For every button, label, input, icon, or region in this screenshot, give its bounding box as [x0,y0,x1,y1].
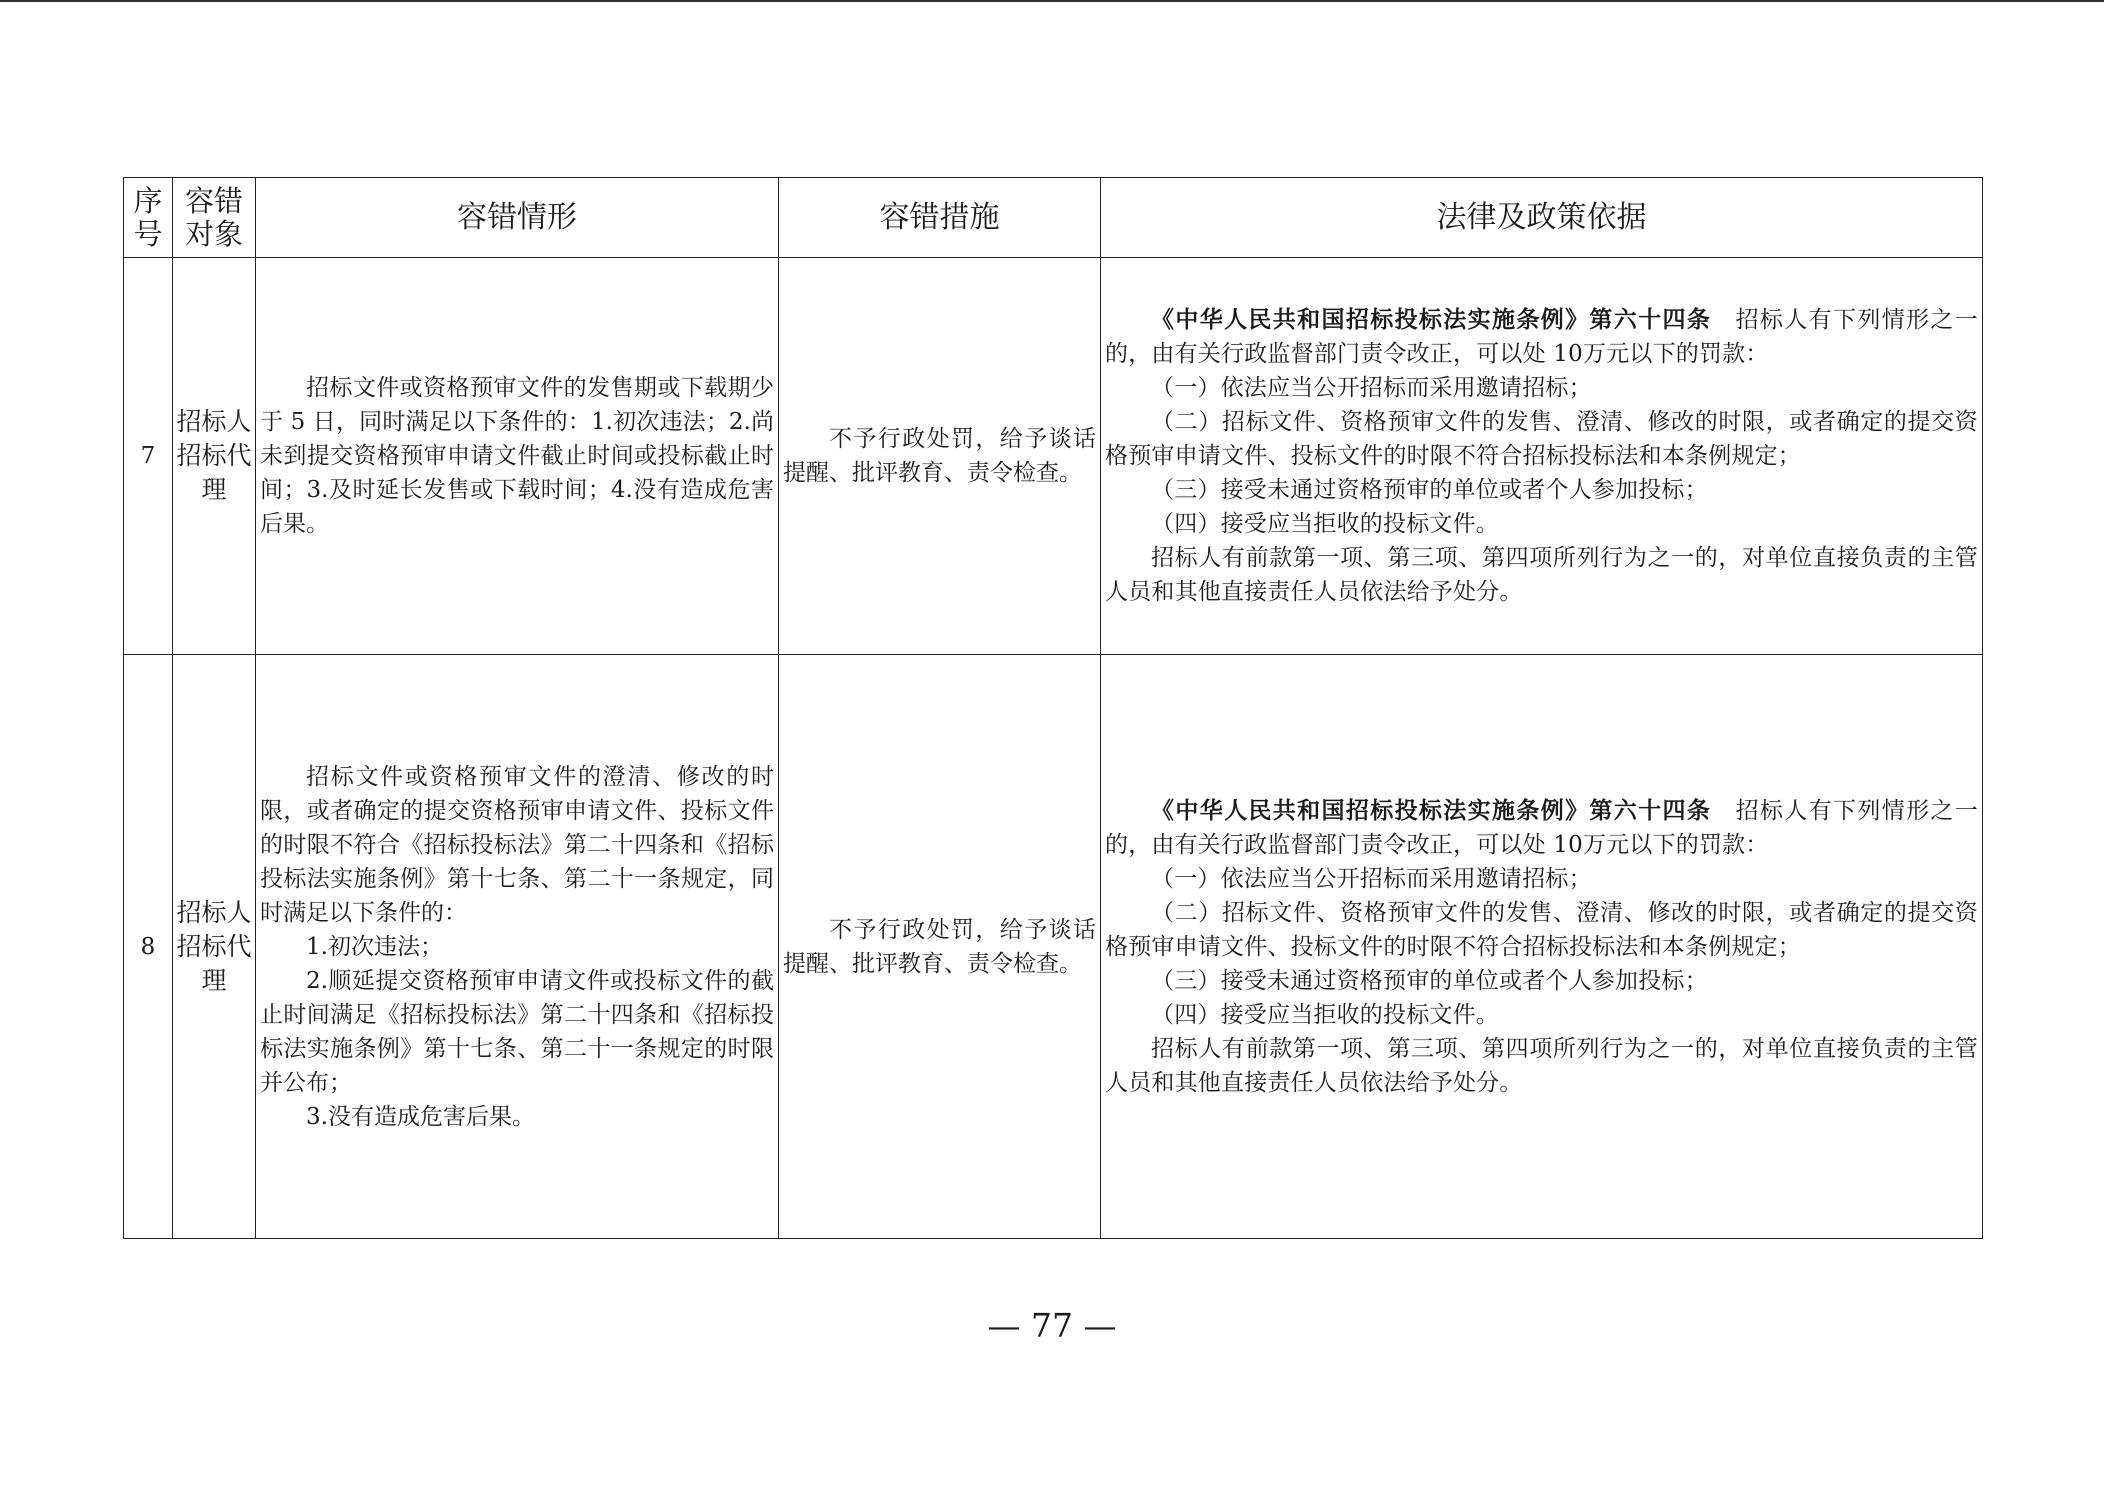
row-case [256,258,779,655]
measure-text: 不予行政处罚，给予谈话提醒、批评教育、责令检查。 [783,426,1096,486]
case-paragraph: 2.顺延提交资格预审申请文件或投标文件的截止时间满足《招标投标法》第二十四条和《招标投标法实施条例》第十七条、第二十一条规定的时限并公布； [260,967,774,1096]
case-paragraph: 招标文件或资格预审文件的发售期或下载期少于 5 日，同时满足以下条件的：1.初次违法；2.尚未到提交资格预审申请文件截止时间或投标截止时间；3.及时延长发售或下载时间；4.没有造成危害后果。 [260,375,774,537]
law-item: 招标人有前款第一项、第三项、第四项所列行为之一的，对单位直接负责的主管人员和其他直接责任人员依法给予处分。 [1105,1035,1978,1096]
table-row [124,655,1983,1239]
row-measure [779,258,1101,655]
fault-tolerance-table [123,177,1983,1239]
row-law [1101,655,1983,1239]
case-paragraph: 1.初次违法； [306,933,443,960]
law-title: 《中华人民共和国招标投标法实施条例》第六十四条 [1151,307,1712,333]
top-border-line [0,0,2104,2]
law-item: 招标人有前款第一项、第三项、第四项所列行为之一的，对单位直接负责的主管人员和其他直接责任人员依法给予处分。 [1105,545,1978,605]
case-paragraph: 3.没有造成危害后果。 [306,1103,535,1130]
row-object: 招标人招标代理 [173,258,256,655]
law-title: 《中华人民共和国招标投标法实施条例》第六十四条 [1151,797,1712,824]
law-item: （四）接受应当拒收的投标文件。 [1151,1001,1499,1028]
law-item: （三）接受未通过资格预审的单位或者个人参加投标； [1151,967,1708,994]
law-item: （二）招标文件、资格预审文件的发售、澄清、修改的时限，或者确定的提交资格预审申请文件、投标文件的时限不符合招标投标法和本条例规定； [1105,409,1978,469]
header-case: 容错情形 [256,178,779,258]
law-item: （三）接受未通过资格预审的单位或者个人参加投标； [1151,477,1708,503]
table-header-row [124,178,1983,258]
law-intro: 招标人有下列情形之一的，由有关行政监督部门责令改正，可以处 10万元以下的罚款： [1105,307,1978,367]
header-law: 法律及政策依据 [1101,178,1983,258]
header-measure: 容错措施 [779,178,1101,258]
page-number: — 77 — [987,1306,1117,1345]
header-serial-number [124,178,173,258]
header-serial-number-text: 序号 [133,183,163,251]
row-law [1101,258,1983,655]
law-item: （一）依法应当公开招标而采用邀请招标； [1151,865,1592,892]
row-number: 7 [124,258,173,655]
law-item: （四）接受应当拒收的投标文件。 [1151,511,1499,537]
law-item: （一）依法应当公开招标而采用邀请招标； [1151,375,1592,401]
law-item: （二）招标文件、资格预审文件的发售、澄清、修改的时限，或者确定的提交资格预审申请文件、投标文件的时限不符合招标投标法和本条例规定； [1105,899,1978,960]
measure-text: 不予行政处罚，给予谈话提醒、批评教育、责令检查。 [783,916,1096,977]
header-object [173,178,256,258]
row-object: 招标人招标代理 [173,655,256,1239]
row-number: 8 [124,655,173,1239]
law-intro: 招标人有下列情形之一的，由有关行政监督部门责令改正，可以处 10万元以下的罚款： [1105,797,1978,858]
header-object-text: 容错对象 [184,183,243,251]
table-row [124,258,1983,655]
row-measure [779,655,1101,1239]
row-case [256,655,779,1239]
case-paragraph: 招标文件或资格预审文件的澄清、修改的时限，或者确定的提交资格预审申请文件、投标文件的时限不符合《招标投标法》第二十四条和《招标投标法实施条例》第十七条、第二十一条规定，同时满足以下条件的： [260,763,774,926]
